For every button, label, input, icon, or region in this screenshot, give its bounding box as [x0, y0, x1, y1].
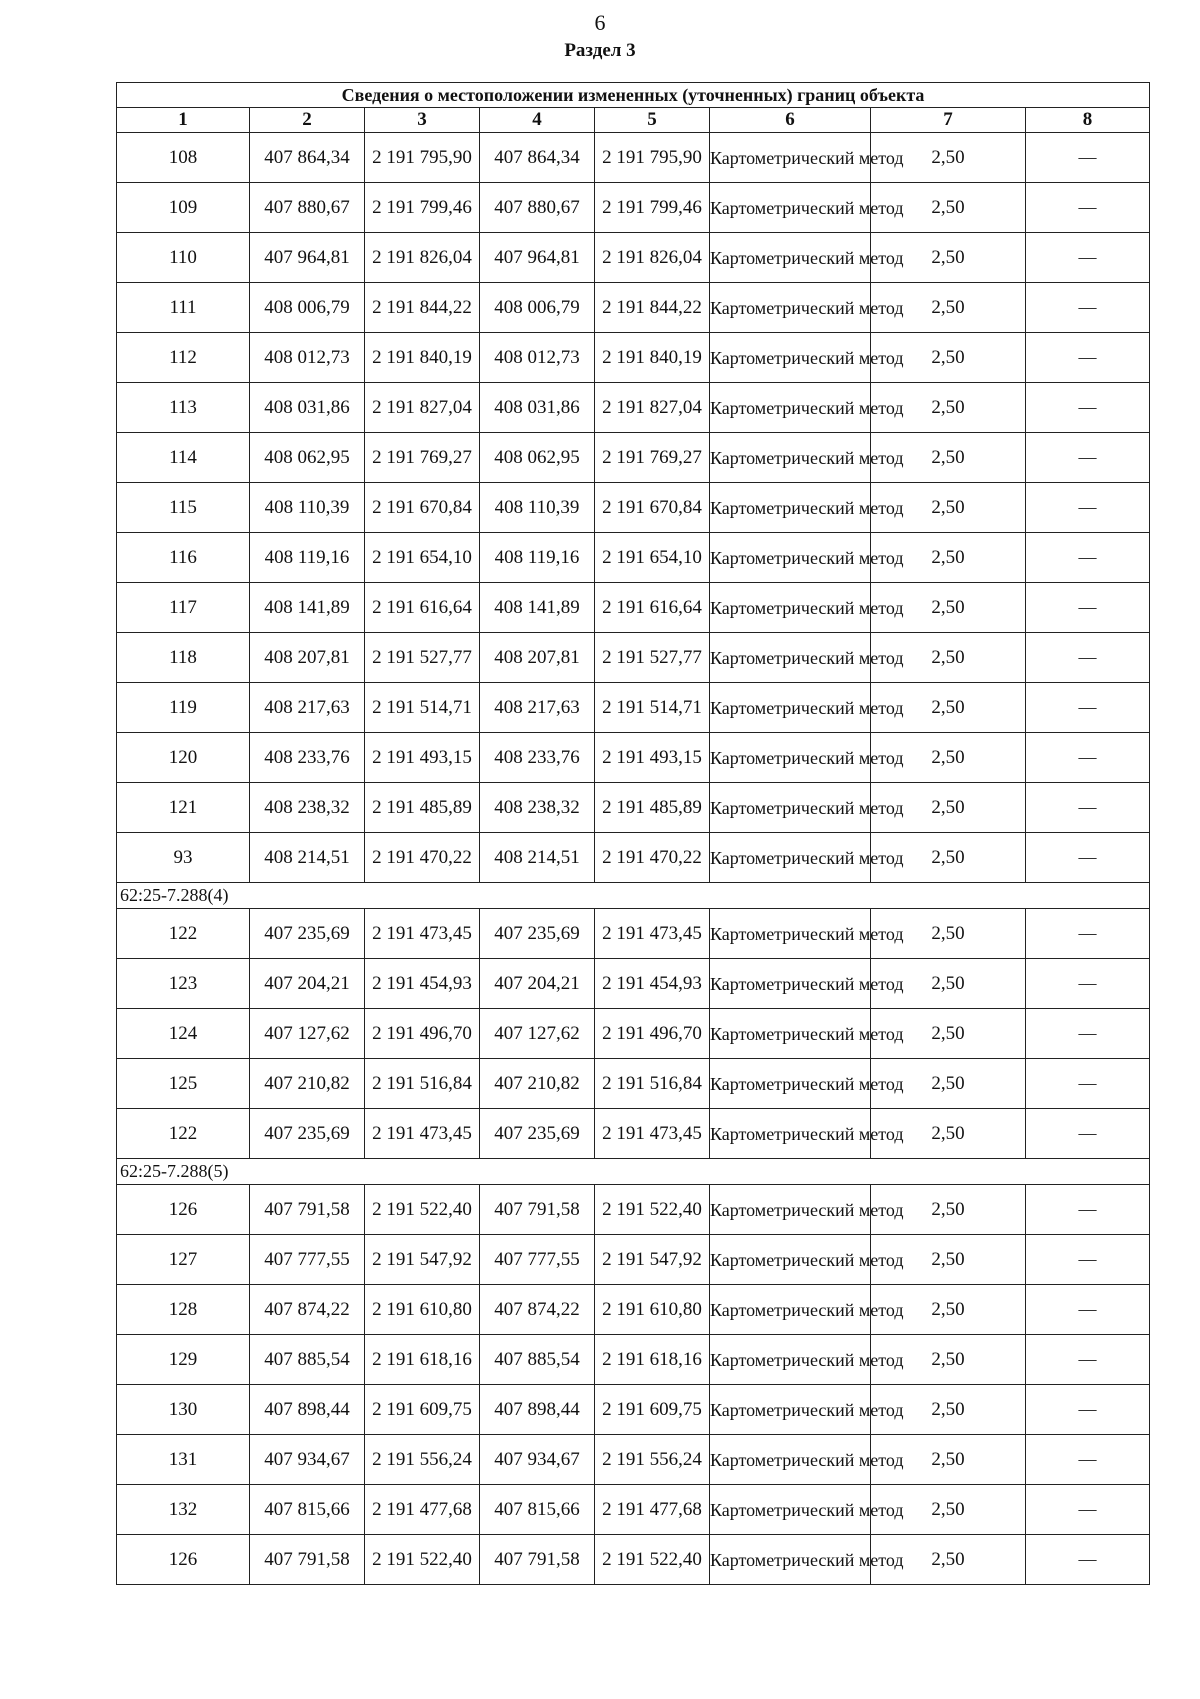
method-cell: Картометрический метод	[710, 383, 871, 433]
page-number: 6	[594, 10, 606, 35]
x-old-cell: 408 214,51	[250, 833, 365, 883]
y-new-cell: 2 191 477,68	[595, 1485, 710, 1535]
point-number-cell: 127	[117, 1235, 250, 1285]
point-number-cell: 132	[117, 1485, 250, 1535]
note-cell: —	[1026, 533, 1150, 583]
y-old-cell: 2 191 618,16	[365, 1335, 480, 1385]
table-row	[117, 1059, 1150, 1109]
x-old-cell: 407 815,66	[250, 1485, 365, 1535]
table-row	[117, 1335, 1150, 1385]
cadastral-group-label: 62:25-7.288(5)	[117, 1159, 1150, 1185]
accuracy-cell: 2,50	[871, 1109, 1026, 1159]
note-cell: —	[1026, 1059, 1150, 1109]
method-cell: Картометрический метод	[710, 959, 871, 1009]
point-number-cell: 129	[117, 1335, 250, 1385]
y-new-cell: 2 191 473,45	[595, 1109, 710, 1159]
y-new-cell: 2 191 516,84	[595, 1059, 710, 1109]
x-old-cell: 407 210,82	[250, 1059, 365, 1109]
y-new-cell: 2 191 514,71	[595, 683, 710, 733]
point-number-cell: 115	[117, 483, 250, 533]
x-new-cell: 408 031,86	[480, 383, 595, 433]
x-old-cell: 408 217,63	[250, 683, 365, 733]
accuracy-cell: 2,50	[871, 833, 1026, 883]
x-new-cell: 407 898,44	[480, 1385, 595, 1435]
accuracy-cell: 2,50	[871, 133, 1026, 183]
accuracy-cell: 2,50	[871, 633, 1026, 683]
x-new-cell: 407 874,22	[480, 1285, 595, 1335]
table-row	[117, 483, 1150, 533]
accuracy-cell: 2,50	[871, 483, 1026, 533]
x-new-cell: 408 214,51	[480, 833, 595, 883]
table-row	[117, 1535, 1150, 1585]
point-number-cell: 122	[117, 1109, 250, 1159]
point-number-cell: 110	[117, 233, 250, 283]
y-new-cell: 2 191 522,40	[595, 1185, 710, 1235]
y-new-cell: 2 191 670,84	[595, 483, 710, 533]
table-row	[117, 833, 1150, 883]
y-old-cell: 2 191 496,70	[365, 1009, 480, 1059]
x-new-cell: 407 235,69	[480, 909, 595, 959]
column-number: 5	[595, 108, 710, 133]
note-cell: —	[1026, 1385, 1150, 1435]
x-new-cell: 408 119,16	[480, 533, 595, 583]
note-cell: —	[1026, 1185, 1150, 1235]
table-row	[117, 333, 1150, 383]
method-cell: Картометрический метод	[710, 183, 871, 233]
note-cell: —	[1026, 183, 1150, 233]
method-cell: Картометрический метод	[710, 333, 871, 383]
y-new-cell: 2 191 522,40	[595, 1535, 710, 1585]
y-old-cell: 2 191 514,71	[365, 683, 480, 733]
method-cell: Картометрический метод	[710, 633, 871, 683]
y-old-cell: 2 191 556,24	[365, 1435, 480, 1485]
table-caption: Сведения о местоположении измененных (уточненных) границ объекта	[117, 83, 1150, 108]
point-number-cell: 122	[117, 909, 250, 959]
note-cell: —	[1026, 483, 1150, 533]
x-new-cell: 407 964,81	[480, 233, 595, 283]
x-old-cell: 407 964,81	[250, 233, 365, 283]
method-cell: Картометрический метод	[710, 1109, 871, 1159]
y-old-cell: 2 191 795,90	[365, 133, 480, 183]
y-new-cell: 2 191 844,22	[595, 283, 710, 333]
y-new-cell: 2 191 473,45	[595, 909, 710, 959]
column-number: 7	[871, 108, 1026, 133]
x-new-cell: 408 207,81	[480, 633, 595, 683]
cadastral-group-label: 62:25-7.288(4)	[117, 883, 1150, 909]
y-old-cell: 2 191 840,19	[365, 333, 480, 383]
table-row	[117, 583, 1150, 633]
y-new-cell: 2 191 840,19	[595, 333, 710, 383]
method-cell: Картометрический метод	[710, 683, 871, 733]
x-new-cell: 408 110,39	[480, 483, 595, 533]
note-cell: —	[1026, 433, 1150, 483]
point-number-cell: 119	[117, 683, 250, 733]
accuracy-cell: 2,50	[871, 1485, 1026, 1535]
note-cell: —	[1026, 909, 1150, 959]
method-cell: Картометрический метод	[710, 1185, 871, 1235]
method-cell: Картометрический метод	[710, 433, 871, 483]
note-cell: —	[1026, 1485, 1150, 1535]
note-cell: —	[1026, 333, 1150, 383]
y-old-cell: 2 191 769,27	[365, 433, 480, 483]
method-cell: Картометрический метод	[710, 1335, 871, 1385]
table-row	[117, 183, 1150, 233]
y-old-cell: 2 191 522,40	[365, 1535, 480, 1585]
point-number-cell: 126	[117, 1185, 250, 1235]
y-old-cell: 2 191 547,92	[365, 1235, 480, 1285]
x-old-cell: 408 141,89	[250, 583, 365, 633]
table-row	[117, 1009, 1150, 1059]
y-old-cell: 2 191 527,77	[365, 633, 480, 683]
x-old-cell: 407 235,69	[250, 1109, 365, 1159]
note-cell: —	[1026, 283, 1150, 333]
table-row	[117, 1109, 1150, 1159]
table-row	[117, 959, 1150, 1009]
table-row	[117, 909, 1150, 959]
x-old-cell: 408 238,32	[250, 783, 365, 833]
table-row	[117, 783, 1150, 833]
method-cell: Картометрический метод	[710, 583, 871, 633]
point-number-cell: 130	[117, 1385, 250, 1435]
x-new-cell: 407 934,67	[480, 1435, 595, 1485]
x-old-cell: 408 207,81	[250, 633, 365, 683]
group-header-row	[117, 1159, 1150, 1185]
x-old-cell: 407 127,62	[250, 1009, 365, 1059]
x-old-cell: 407 934,67	[250, 1435, 365, 1485]
x-new-cell: 407 880,67	[480, 183, 595, 233]
accuracy-cell: 2,50	[871, 733, 1026, 783]
y-old-cell: 2 191 477,68	[365, 1485, 480, 1535]
y-new-cell: 2 191 795,90	[595, 133, 710, 183]
table-row	[117, 533, 1150, 583]
x-old-cell: 408 031,86	[250, 383, 365, 433]
x-old-cell: 407 777,55	[250, 1235, 365, 1285]
y-new-cell: 2 191 547,92	[595, 1235, 710, 1285]
note-cell: —	[1026, 1009, 1150, 1059]
table-row	[117, 1435, 1150, 1485]
method-cell: Картометрический метод	[710, 1485, 871, 1535]
y-new-cell: 2 191 769,27	[595, 433, 710, 483]
column-number: 3	[365, 108, 480, 133]
point-number-cell: 131	[117, 1435, 250, 1485]
accuracy-cell: 2,50	[871, 433, 1026, 483]
x-new-cell: 407 777,55	[480, 1235, 595, 1285]
x-new-cell: 407 815,66	[480, 1485, 595, 1535]
column-number: 4	[480, 108, 595, 133]
accuracy-cell: 2,50	[871, 1385, 1026, 1435]
table-row	[117, 283, 1150, 333]
table-row	[117, 683, 1150, 733]
method-cell: Картометрический метод	[710, 483, 871, 533]
table-row	[117, 633, 1150, 683]
y-old-cell: 2 191 616,64	[365, 583, 480, 633]
y-old-cell: 2 191 473,45	[365, 1109, 480, 1159]
y-old-cell: 2 191 493,15	[365, 733, 480, 783]
y-old-cell: 2 191 610,80	[365, 1285, 480, 1335]
accuracy-cell: 2,50	[871, 1059, 1026, 1109]
accuracy-cell: 2,50	[871, 283, 1026, 333]
method-cell: Картометрический метод	[710, 1535, 871, 1585]
note-cell: —	[1026, 1285, 1150, 1335]
note-cell: —	[1026, 1235, 1150, 1285]
x-new-cell: 408 238,32	[480, 783, 595, 833]
x-new-cell: 408 006,79	[480, 283, 595, 333]
point-number-cell: 111	[117, 283, 250, 333]
note-cell: —	[1026, 1435, 1150, 1485]
x-new-cell: 407 791,58	[480, 1185, 595, 1235]
y-new-cell: 2 191 485,89	[595, 783, 710, 833]
method-cell: Картометрический метод	[710, 133, 871, 183]
point-number-cell: 108	[117, 133, 250, 183]
x-old-cell: 407 880,67	[250, 183, 365, 233]
x-new-cell: 408 233,76	[480, 733, 595, 783]
y-old-cell: 2 191 654,10	[365, 533, 480, 583]
x-new-cell: 407 864,34	[480, 133, 595, 183]
table-row	[117, 1385, 1150, 1435]
column-number: 8	[1026, 108, 1150, 133]
method-cell: Картометрический метод	[710, 233, 871, 283]
y-new-cell: 2 191 654,10	[595, 533, 710, 583]
x-new-cell: 407 127,62	[480, 1009, 595, 1059]
x-old-cell: 408 012,73	[250, 333, 365, 383]
x-old-cell: 408 062,95	[250, 433, 365, 483]
boundary-coordinates-table	[116, 82, 1150, 1585]
y-old-cell: 2 191 516,84	[365, 1059, 480, 1109]
point-number-cell: 109	[117, 183, 250, 233]
point-number-cell: 125	[117, 1059, 250, 1109]
point-number-cell: 120	[117, 733, 250, 783]
note-cell: —	[1026, 133, 1150, 183]
x-old-cell: 407 791,58	[250, 1535, 365, 1585]
group-header-row	[117, 883, 1150, 909]
accuracy-cell: 2,50	[871, 1535, 1026, 1585]
point-number-cell: 126	[117, 1535, 250, 1585]
note-cell: —	[1026, 1535, 1150, 1585]
accuracy-cell: 2,50	[871, 333, 1026, 383]
note-cell: —	[1026, 833, 1150, 883]
method-cell: Картометрический метод	[710, 1009, 871, 1059]
x-old-cell: 407 791,58	[250, 1185, 365, 1235]
accuracy-cell: 2,50	[871, 183, 1026, 233]
x-new-cell: 407 885,54	[480, 1335, 595, 1385]
note-cell: —	[1026, 583, 1150, 633]
y-new-cell: 2 191 827,04	[595, 383, 710, 433]
point-number-cell: 116	[117, 533, 250, 583]
y-new-cell: 2 191 609,75	[595, 1385, 710, 1435]
x-new-cell: 407 210,82	[480, 1059, 595, 1109]
y-new-cell: 2 191 527,77	[595, 633, 710, 683]
y-old-cell: 2 191 485,89	[365, 783, 480, 833]
method-cell: Картометрический метод	[710, 733, 871, 783]
note-cell: —	[1026, 733, 1150, 783]
x-old-cell: 407 874,22	[250, 1285, 365, 1335]
table-body	[117, 133, 1150, 1585]
note-cell: —	[1026, 683, 1150, 733]
note-cell: —	[1026, 633, 1150, 683]
x-old-cell: 408 119,16	[250, 533, 365, 583]
accuracy-cell: 2,50	[871, 533, 1026, 583]
note-cell: —	[1026, 1109, 1150, 1159]
method-cell: Картометрический метод	[710, 533, 871, 583]
point-number-cell: 113	[117, 383, 250, 433]
accuracy-cell: 2,50	[871, 783, 1026, 833]
method-cell: Картометрический метод	[710, 1285, 871, 1335]
x-old-cell: 407 898,44	[250, 1385, 365, 1435]
y-old-cell: 2 191 522,40	[365, 1185, 480, 1235]
table-row	[117, 383, 1150, 433]
x-new-cell: 407 204,21	[480, 959, 595, 1009]
x-old-cell: 407 204,21	[250, 959, 365, 1009]
method-cell: Картометрический метод	[710, 833, 871, 883]
section-title: Раздел 3	[564, 40, 636, 61]
y-old-cell: 2 191 670,84	[365, 483, 480, 533]
y-old-cell: 2 191 609,75	[365, 1385, 480, 1435]
note-cell: —	[1026, 233, 1150, 283]
y-new-cell: 2 191 616,64	[595, 583, 710, 633]
point-number-cell: 121	[117, 783, 250, 833]
note-cell: —	[1026, 383, 1150, 433]
method-cell: Картометрический метод	[710, 1385, 871, 1435]
table-row	[117, 1485, 1150, 1535]
point-number-cell: 128	[117, 1285, 250, 1335]
point-number-cell: 114	[117, 433, 250, 483]
accuracy-cell: 2,50	[871, 909, 1026, 959]
note-cell: —	[1026, 959, 1150, 1009]
table-row	[117, 433, 1150, 483]
point-number-cell: 117	[117, 583, 250, 633]
accuracy-cell: 2,50	[871, 1285, 1026, 1335]
accuracy-cell: 2,50	[871, 1235, 1026, 1285]
x-new-cell: 407 235,69	[480, 1109, 595, 1159]
column-number-row	[117, 108, 1150, 133]
table-row	[117, 133, 1150, 183]
y-old-cell: 2 191 470,22	[365, 833, 480, 883]
accuracy-cell: 2,50	[871, 233, 1026, 283]
x-new-cell: 408 062,95	[480, 433, 595, 483]
y-new-cell: 2 191 799,46	[595, 183, 710, 233]
y-new-cell: 2 191 454,93	[595, 959, 710, 1009]
accuracy-cell: 2,50	[871, 583, 1026, 633]
note-cell: —	[1026, 1335, 1150, 1385]
x-new-cell: 408 141,89	[480, 583, 595, 633]
x-old-cell: 408 006,79	[250, 283, 365, 333]
method-cell: Картометрический метод	[710, 909, 871, 959]
table-row	[117, 733, 1150, 783]
method-cell: Картометрический метод	[710, 1435, 871, 1485]
point-number-cell: 112	[117, 333, 250, 383]
y-new-cell: 2 191 496,70	[595, 1009, 710, 1059]
accuracy-cell: 2,50	[871, 683, 1026, 733]
method-cell: Картометрический метод	[710, 783, 871, 833]
point-number-cell: 123	[117, 959, 250, 1009]
y-new-cell: 2 191 556,24	[595, 1435, 710, 1485]
point-number-cell: 93	[117, 833, 250, 883]
x-old-cell: 407 235,69	[250, 909, 365, 959]
y-new-cell: 2 191 470,22	[595, 833, 710, 883]
method-cell: Картометрический метод	[710, 1059, 871, 1109]
x-old-cell: 407 885,54	[250, 1335, 365, 1385]
accuracy-cell: 2,50	[871, 959, 1026, 1009]
table-row	[117, 1285, 1150, 1335]
y-old-cell: 2 191 799,46	[365, 183, 480, 233]
table-row	[117, 1235, 1150, 1285]
table-row	[117, 233, 1150, 283]
y-new-cell: 2 191 610,80	[595, 1285, 710, 1335]
accuracy-cell: 2,50	[871, 1009, 1026, 1059]
y-old-cell: 2 191 826,04	[365, 233, 480, 283]
point-number-cell: 124	[117, 1009, 250, 1059]
accuracy-cell: 2,50	[871, 1185, 1026, 1235]
y-new-cell: 2 191 826,04	[595, 233, 710, 283]
accuracy-cell: 2,50	[871, 383, 1026, 433]
y-new-cell: 2 191 618,16	[595, 1335, 710, 1385]
accuracy-cell: 2,50	[871, 1335, 1026, 1385]
column-number: 6	[710, 108, 871, 133]
x-new-cell: 407 791,58	[480, 1535, 595, 1585]
x-new-cell: 408 217,63	[480, 683, 595, 733]
column-number: 1	[117, 108, 250, 133]
y-old-cell: 2 191 827,04	[365, 383, 480, 433]
x-old-cell: 408 233,76	[250, 733, 365, 783]
table-row	[117, 1185, 1150, 1235]
y-old-cell: 2 191 454,93	[365, 959, 480, 1009]
method-cell: Картометрический метод	[710, 283, 871, 333]
column-number: 2	[250, 108, 365, 133]
y-old-cell: 2 191 473,45	[365, 909, 480, 959]
x-new-cell: 408 012,73	[480, 333, 595, 383]
accuracy-cell: 2,50	[871, 1435, 1026, 1485]
y-new-cell: 2 191 493,15	[595, 733, 710, 783]
note-cell: —	[1026, 783, 1150, 833]
x-old-cell: 408 110,39	[250, 483, 365, 533]
method-cell: Картометрический метод	[710, 1235, 871, 1285]
point-number-cell: 118	[117, 633, 250, 683]
y-old-cell: 2 191 844,22	[365, 283, 480, 333]
x-old-cell: 407 864,34	[250, 133, 365, 183]
